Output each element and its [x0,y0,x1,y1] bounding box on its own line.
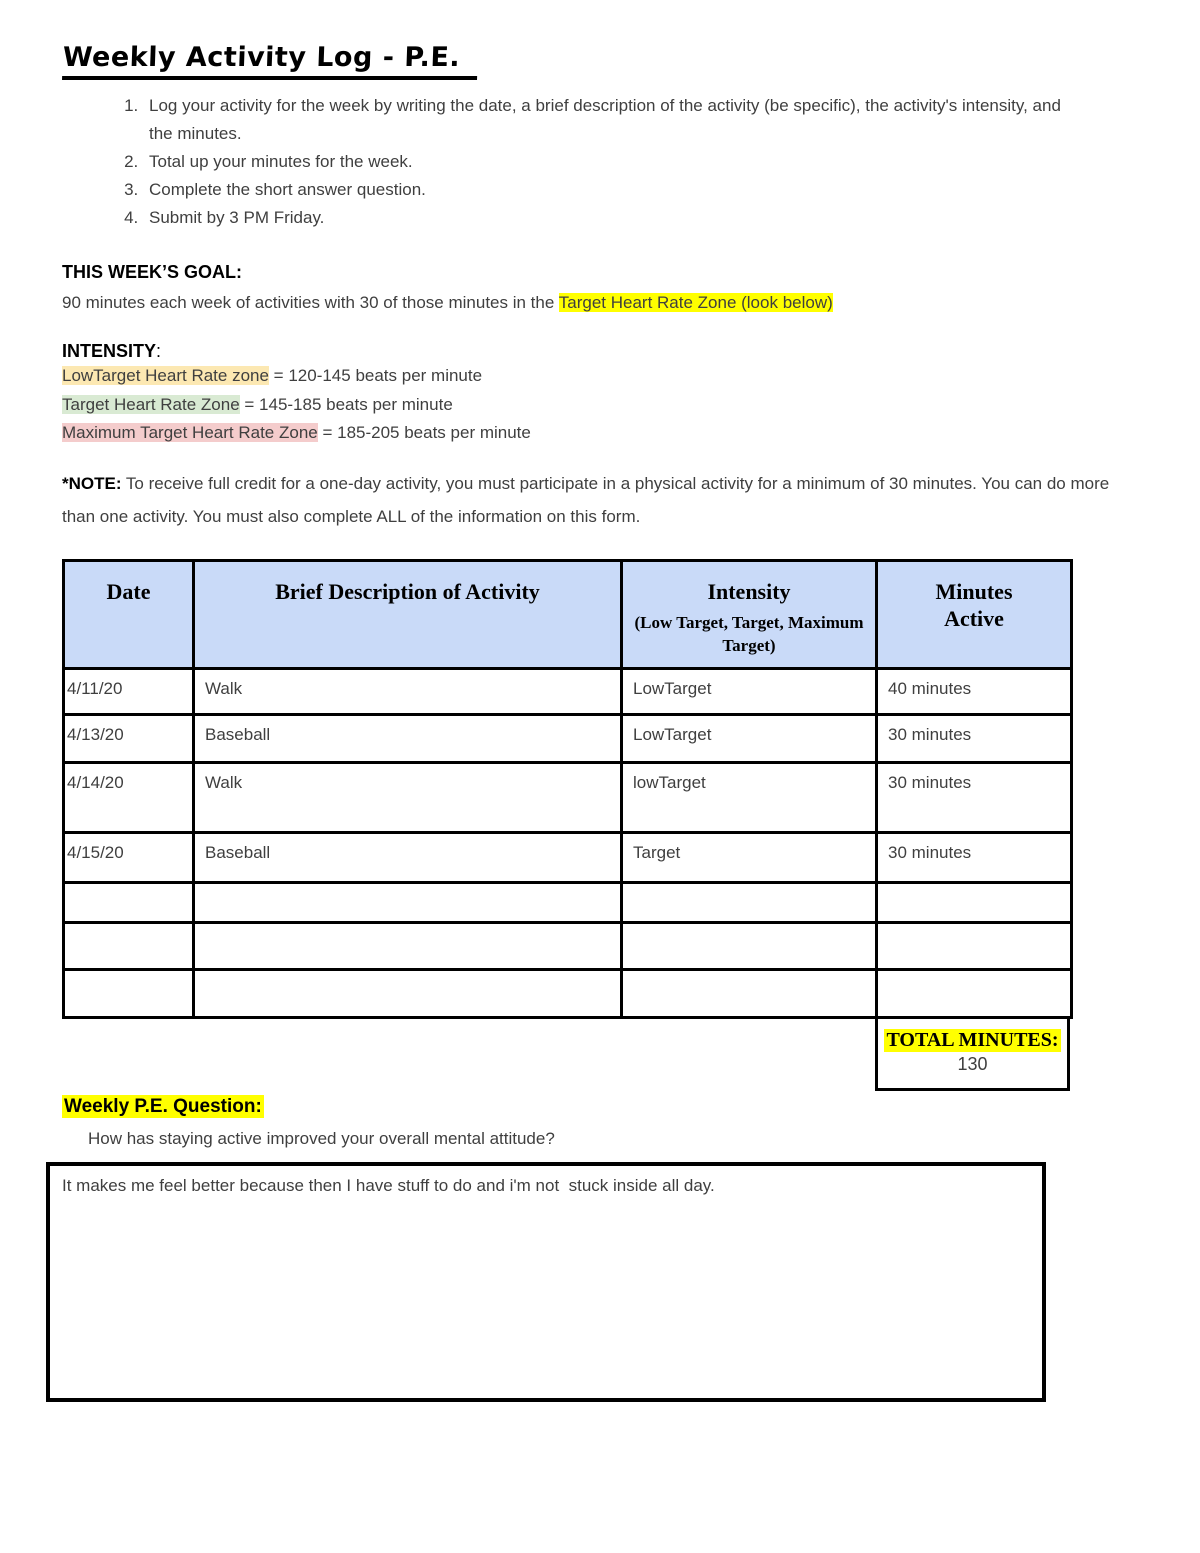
intensity-heading [62,341,1138,362]
activity-log-table [62,559,1073,1019]
cell-activity[interactable] [194,969,622,1017]
cell-date[interactable]: 4/13/20 [64,714,194,762]
cell-intensity[interactable]: LowTarget [622,668,877,714]
cell-activity[interactable]: Baseball [194,832,622,882]
note-paragraph [62,467,1138,533]
cell-intensity[interactable]: lowTarget [622,762,877,832]
cell-activity[interactable]: Baseball [194,714,622,762]
total-minutes-cell [875,1016,1070,1091]
total-minutes-value[interactable]: 130 [957,1053,988,1074]
table-row [64,832,1072,882]
table-row-empty [64,969,1072,1017]
cell-date[interactable] [64,922,194,969]
cell-intensity[interactable] [622,922,877,969]
cell-minutes[interactable] [877,969,1072,1017]
table-row [64,762,1072,832]
zone-maximum-target-range: = 185-205 beats per minute [317,423,531,442]
week-goal-heading: THIS WEEK’S GOAL: [62,262,242,282]
cell-activity[interactable] [194,882,622,922]
instruction-item: 2. Total up your minutes for the week. [143,148,1072,176]
column-header-intensity-label: Intensity [707,578,791,604]
answer-text-box[interactable]: It makes me feel better because then I have stuff to do and i'm not stuck inside all day. [46,1162,1046,1402]
cell-activity[interactable] [194,922,622,969]
instruction-item: 4. Submit by 3 PM Friday. [143,204,1072,232]
cell-intensity[interactable] [622,969,877,1017]
cell-intensity[interactable] [622,882,877,922]
zone-target-label: Target Heart Rate Zone [62,394,240,414]
weekly-question-prompt: How has staying active improved your overall mental attitude? [88,1128,555,1148]
intensity-heading-colon: : [156,341,162,361]
column-header-intensity [622,560,877,668]
instruction-item: 3. Complete the short answer question. [143,176,1072,204]
cell-intensity[interactable]: LowTarget [622,714,877,762]
table-row [64,714,1072,762]
cell-minutes[interactable]: 40 minutes [877,668,1072,714]
note-label: *NOTE: [62,473,122,493]
weekly-question-heading-text: Weekly P.E. Question: [64,1095,262,1117]
table-row-empty [64,882,1072,922]
cell-activity[interactable]: Walk [194,762,622,832]
cell-intensity[interactable]: Target [622,832,877,882]
cell-date[interactable]: 4/11/20 [64,668,194,714]
instruction-item: 1. Log your activity for the week by writing the date, a brief description of the activity (be specific), the activity's intensity, and the minutes. [143,92,1072,148]
weekly-question-heading [62,1096,1138,1118]
zone-maximum-target-label: Maximum Target Heart Rate Zone [62,423,318,442]
cell-minutes[interactable] [877,922,1072,969]
column-header-description: Brief Description of Activity [194,560,622,668]
zone-low-target-label: LowTarget Heart Rate zone [62,366,269,385]
zone-target-range: = 145-185 beats per minute [239,394,453,414]
zone-target [62,391,1138,420]
table-row-empty [64,922,1072,969]
zone-low-target-range: = 120-145 beats per minute [268,366,483,385]
column-header-intensity-sub: (Low Target, Target, Maximum Target) [634,612,864,655]
column-header-minutes [877,560,1072,668]
column-header-date: Date [64,560,194,668]
table-row [64,668,1072,714]
intensity-heading-label: INTENSITY [62,341,157,361]
cell-date[interactable] [64,969,194,1017]
cell-date[interactable]: 4/14/20 [64,762,194,832]
goal-text-highlighted: Target Heart Rate Zone (look below) [558,293,833,312]
cell-minutes[interactable] [877,882,1072,922]
week-goal-text [62,290,1138,316]
cell-activity[interactable]: Walk [194,668,622,714]
cell-minutes[interactable]: 30 minutes [877,714,1072,762]
cell-minutes[interactable]: 30 minutes [877,762,1072,832]
zone-low-target [62,362,1138,391]
instructions-list [62,92,1072,232]
total-minutes-label: TOTAL MINUTES: [886,1028,1059,1051]
zone-maximum-target [62,419,1138,448]
cell-minutes[interactable]: 30 minutes [877,832,1072,882]
page-title: Weekly Activity Log - P.E. [62,42,479,80]
table-header-row [64,560,1072,668]
cell-date[interactable] [64,882,194,922]
column-header-minutes-label: Minutes Active [935,578,1013,631]
goal-text-plain: 90 minutes each week of activities with 30 of those minutes in the [62,293,559,312]
cell-date[interactable]: 4/15/20 [64,832,194,882]
note-text: To receive full credit for a one-day activity, you must participate in a physical activity for a minimum of 30 minutes. You can do more than one activity. You must also complete ALL of the information on this form. [62,473,1110,526]
